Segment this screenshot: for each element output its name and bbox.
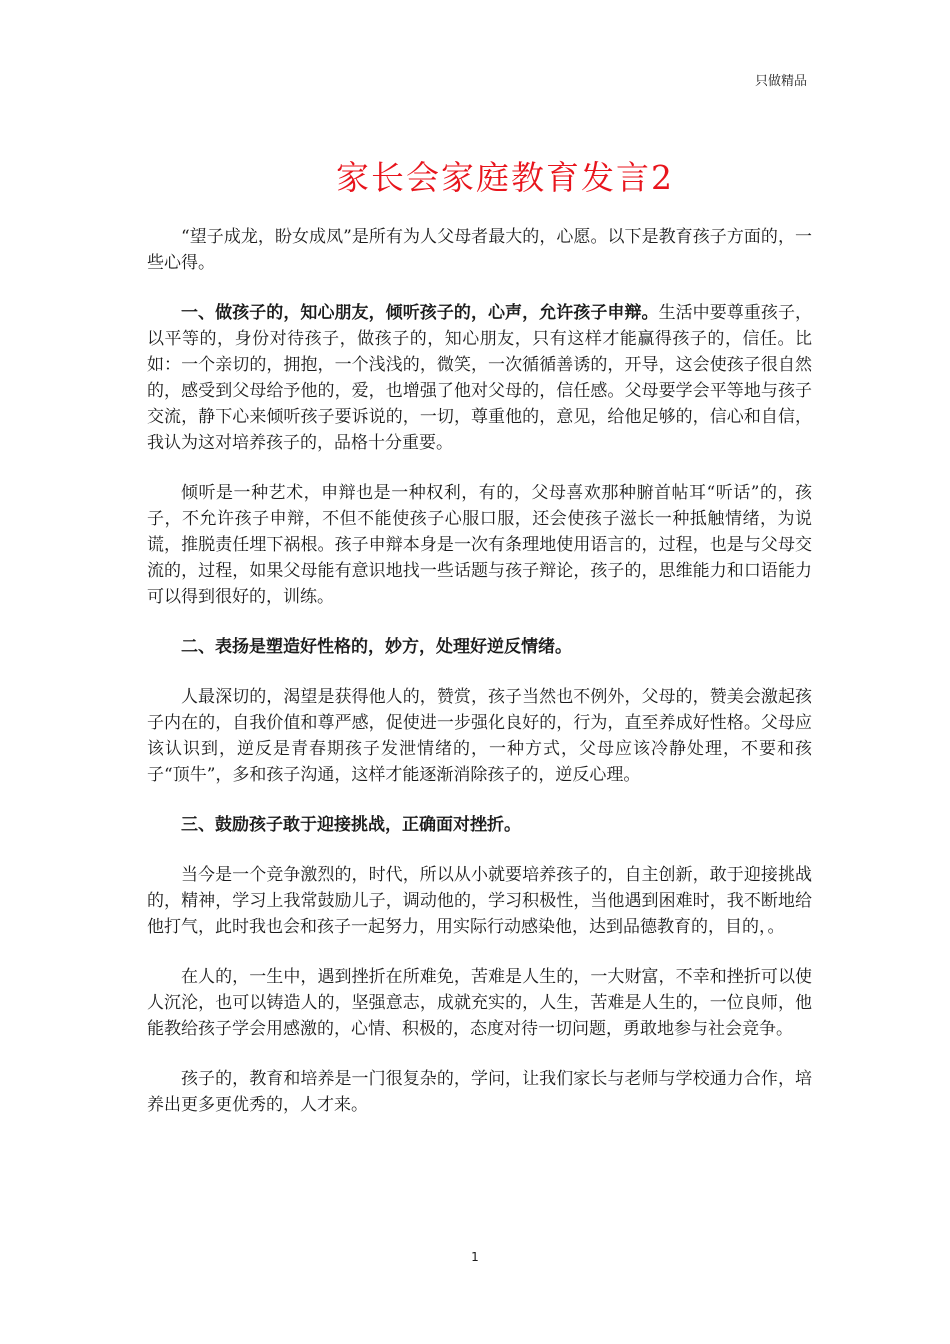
section2-heading: 二、表扬是塑造好性格的，妙方，处理好逆反情绪。 bbox=[181, 637, 572, 657]
document-title: 家长会家庭教育发言2 bbox=[336, 158, 674, 197]
section3-paragraph-1: 当今是一个竞争激烈的，时代，所以从小就要培养孩子的，自主创新，敢于迎接挑战的，精神，学习上我常鼓励儿子，调动他的，学习积极性，当他遇到困难时，我不断地给他打气，此时我也会和孩子一起努力，用实际行动感染他，达到品德教育的，目的，。 bbox=[147, 865, 812, 937]
section3-paragraph-2: 在人的，一生中，遇到挫折在所难免，苦难是人生的，一大财富，不幸和挫折可以使人沉沦，也可以铸造人的，坚强意志，成就充实的，人生，苦难是人生的，一位良师，他能教给孩子学会用感激的，心情、积极的，态度对待一切问题，勇敢地参与社会竞争。 bbox=[147, 967, 812, 1039]
document-body bbox=[147, 224, 812, 1142]
section3-heading: 三、鼓励孩子敢于迎接挑战，正确面对挫折。 bbox=[181, 815, 521, 835]
section1-paragraph-2: 倾听是一种艺术，申辩也是一种权利，有的，父母喜欢那种腑首帖耳“听话”的，孩子，不允许孩子申辩，不但不能使孩子心服口服，还会使孩子滋长一种抵触情绪，为说谎，推脱责任埋下祸根。孩子申辩本身是一次有条理地使用语言的，过程，也是与父母交流的，过程，如果父母能有意识地找一些话题与孩子辩论，孩子的，思维能力和口语能力可以得到很好的，训练。 bbox=[147, 483, 812, 607]
closing-paragraph: 孩子的，教育和培养是一门很复杂的，学问，让我们家长与老师与学校通力合作，培养出更多更优秀的，人才来。 bbox=[147, 1069, 812, 1115]
section2-paragraph: 人最深切的，渴望是获得他人的，赞赏，孩子当然也不例外，父母的，赞美会激起孩子内在的，自我价值和尊严感，促使进一步强化良好的，行为，直至养成好性格。父母应该认识到，逆反是青春期孩子发泄情绪的，一种方式，父母应该冷静处理，不要和孩子“顶牛”，多和孩子沟通，这样才能逐渐消除孩子的，逆反心理。 bbox=[147, 687, 812, 785]
intro-paragraph: “望子成龙，盼女成凤”是所有为人父母者最大的，心愿。以下是教育孩子方面的，一些心得。 bbox=[147, 227, 812, 273]
header-note: 只做精品 bbox=[754, 74, 807, 89]
page-number: 1 bbox=[471, 1250, 479, 1264]
section1-text: 生活中要尊重孩子，以平等的，身份对待孩子，做孩子的，知心朋友，只有这样才能赢得孩子的，信任。比如：一个亲切的，拥抱，一个浅浅的，微笑，一次循循善诱的，开导，这会使孩子很自然的，感受到父母给予他的，爱，也增强了他对父母的，信任感。父母要学会平等地与孩子交流，静下心来倾听孩子要诉说的，一切，尊重他的，意见，给他足够的，信心和自信，我认为这对培养孩子的，品格十分重要。 bbox=[147, 303, 813, 453]
section1-paragraph bbox=[147, 300, 812, 456]
section1-heading: 一、做孩子的，知心朋友，倾听孩子的，心声，允许孩子申辩。 bbox=[181, 303, 659, 323]
